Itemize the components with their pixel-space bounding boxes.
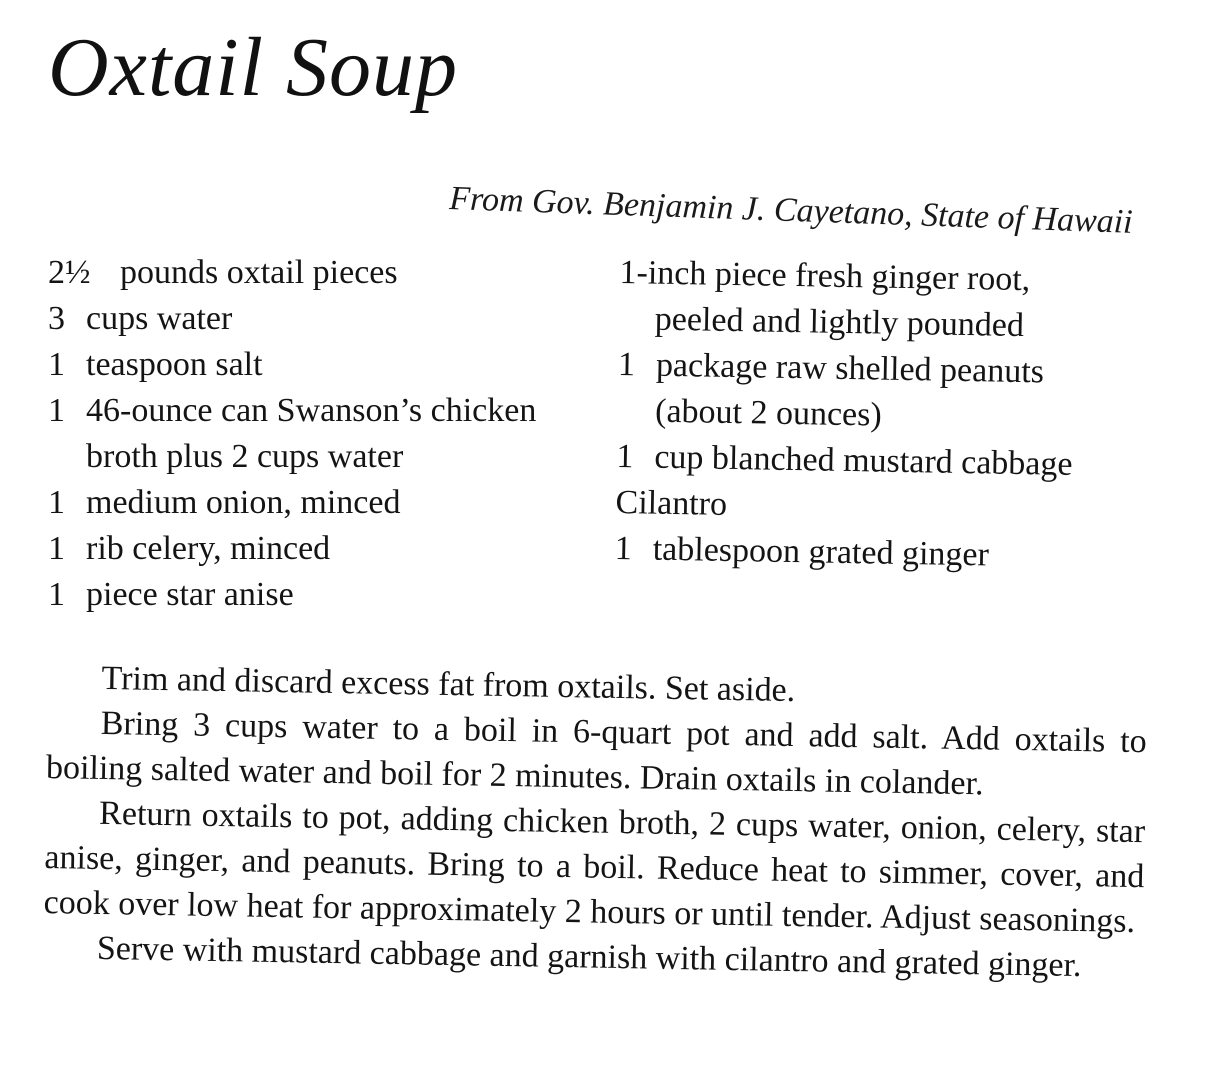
ingredient-item (614, 526, 1135, 581)
ingredient-item (48, 388, 608, 480)
method-paragraph: Return oxtails to pot, adding chicken broth, 2 cups water, onion, celery, star anise, ginger, and peanuts. Bring to a boil. Reduce heat to simmer, cover, and cook over low heat for approximately 2 hours or until tender. Adjust seasonings. (43, 794, 1146, 941)
ingredient-text: Cilantro (615, 483, 728, 523)
ingredient-quantity: 1 (48, 484, 65, 521)
recipe-method (43, 655, 1148, 989)
ingredient-text: tablespoon grated ginger (652, 530, 990, 574)
ingredient-text: cup blanched mustard cabbage (654, 438, 1073, 483)
ingredient-text: rib celery, minced (86, 530, 331, 567)
ingredient-text: 46-ounce can Swanson’s chicken broth plus 2 cups water (86, 392, 537, 475)
ingredient-text: peeled and lightly pounded (654, 300, 1025, 345)
ingredient-item (48, 342, 608, 388)
method-paragraph: Serve with mustard cabbage and garnish with cilantro and grated ginger. (96, 929, 1082, 985)
ingredient-text: 1-inch piece fresh ginger root, (619, 253, 1031, 299)
ingredient-item (48, 250, 608, 296)
ingredient-text: medium onion, minced (86, 484, 401, 521)
ingredient-item (617, 342, 1139, 443)
ingredient-quantity: 3 (48, 300, 65, 337)
ingredient-item (48, 572, 608, 618)
ingredient-text: package raw shelled peanuts (about 2 ounces) (654, 346, 1045, 434)
ingredient-quantity: 1 (616, 437, 634, 476)
ingredient-item (48, 296, 608, 342)
ingredient-text: cups water (86, 300, 233, 337)
ingredient-text: pounds oxtail pieces (120, 254, 398, 291)
ingredient-item (48, 526, 608, 572)
ingredient-quantity: 1 (48, 392, 65, 429)
ingredient-quantity: 1 (48, 576, 65, 613)
method-paragraph: Bring 3 cups water to a boil in 6-quart pot and add salt. Add oxtails to boiling salted water and boil for 2 minutes. Drain oxtails in colander. (45, 704, 1147, 803)
ingredient-quantity: 2½ (48, 254, 91, 291)
method-paragraph: Trim and discard excess fat from oxtails. Set aside. (101, 659, 796, 710)
ingredients-left-column (48, 250, 608, 618)
ingredient-quantity: 1 (614, 529, 633, 568)
ingredient-quantity: 1 (48, 530, 65, 567)
recipe-attribution: From Gov. Benjamin J. Cayetano, State of Hawaii (448, 180, 1134, 241)
ingredient-text: teaspoon salt (86, 346, 263, 383)
ingredient-quantity: 1 (617, 345, 636, 384)
ingredient-text: piece star anise (86, 576, 294, 613)
ingredient-quantity: 1 (48, 346, 65, 383)
ingredient-item (48, 480, 608, 526)
ingredients-right-column (614, 250, 1140, 581)
recipe-title: Oxtail Soup (48, 21, 458, 114)
